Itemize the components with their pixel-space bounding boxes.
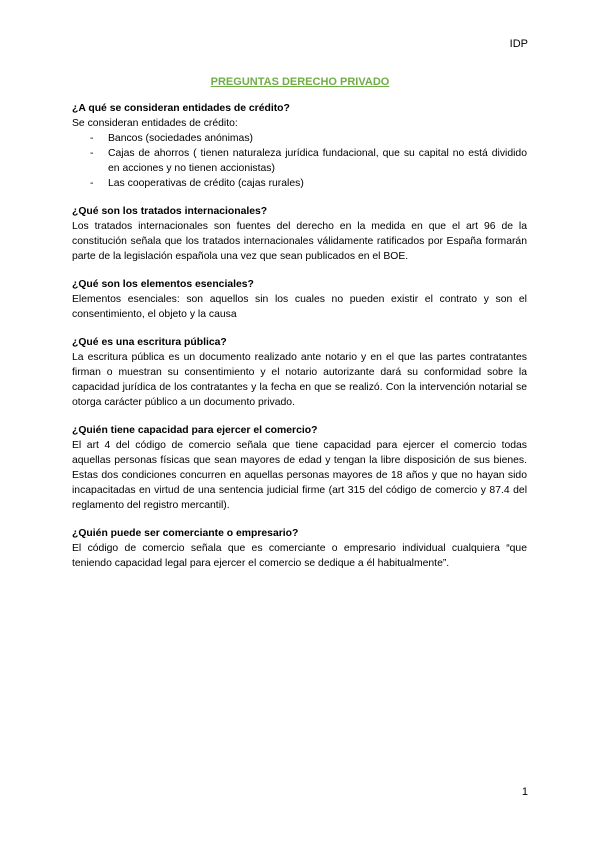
document-body — [72, 101, 527, 584]
section-question: ¿Qué son los elementos esenciales? — [72, 279, 254, 290]
section-answer: Elementos esenciales: son aquellos sin los cuales no pueden existir el contrato y son el consentimiento, el objeto y la causa — [72, 294, 527, 320]
section-question: ¿A qué se consideran entidades de crédito? — [72, 103, 290, 114]
page-number: 1 — [521, 786, 528, 798]
section-capacidad-comercio — [72, 423, 527, 513]
section-answer: La escritura pública es un documento realizado ante notario y en el que las partes contratantes firman o muestran su consentimiento y el notario autorizante dará su conformidad sobre la capacidad jurídica de los contratantes y la fecha en que se realizó. Con la intervención notarial se otorga carácter público a un documento privado. — [72, 352, 527, 408]
list-item: - Bancos (sociedades anónimas) — [72, 131, 527, 146]
section-elementos-esenciales — [72, 277, 527, 322]
section-question: ¿Quién puede ser comerciante o empresario? — [72, 528, 299, 539]
dash-list — [72, 131, 527, 191]
section-intro: Se consideran entidades de crédito: — [72, 118, 238, 129]
section-answer: Los tratados internacionales son fuentes del derecho en la medida en que el art 96 de la constitución señala que los tratados internacionales válidamente ratificados por España formarán parte de la legislación española una vez que sean publicados en el BOE. — [72, 221, 527, 262]
section-escritura-publica — [72, 335, 527, 410]
section-entidades-credito — [72, 101, 527, 191]
section-comerciante-empresario — [72, 526, 527, 571]
header-code: IDP — [509, 38, 528, 50]
section-question: ¿Qué son los tratados internacionales? — [72, 206, 268, 217]
document-title: PREGUNTAS DERECHO PRIVADO — [210, 76, 390, 88]
section-answer: El código de comercio señala que es comerciante o empresario individual cualquiera “que teniendo capacidad legal para ejercer el comercio se dedique a él habitualmente”. — [72, 543, 527, 569]
section-answer: El art 4 del código de comercio señala que tiene capacidad para ejercer el comercio todas aquellas personas físicas que sean mayores de edad y tengan la libre disposición de sus bienes. Estas dos condiciones concurren en aquellas personas mayores de 18 años y que no hayan sido incapacitadas en virtud de una sentencia judicial firme (art 315 del código de comercio y 87.4 del reglamento del registro mercantil). — [72, 440, 527, 511]
section-question: ¿Quién tiene capacidad para ejercer el comercio? — [72, 425, 318, 436]
section-tratados-internacionales — [72, 204, 527, 264]
section-question: ¿Qué es una escritura pública? — [72, 337, 227, 348]
list-item: - Las cooperativas de crédito (cajas rurales) — [72, 176, 527, 191]
list-item: - Cajas de ahorros ( tienen naturaleza jurídica fundacional, que su capital no está dividido en acciones y no tienen accionistas) — [72, 146, 527, 176]
